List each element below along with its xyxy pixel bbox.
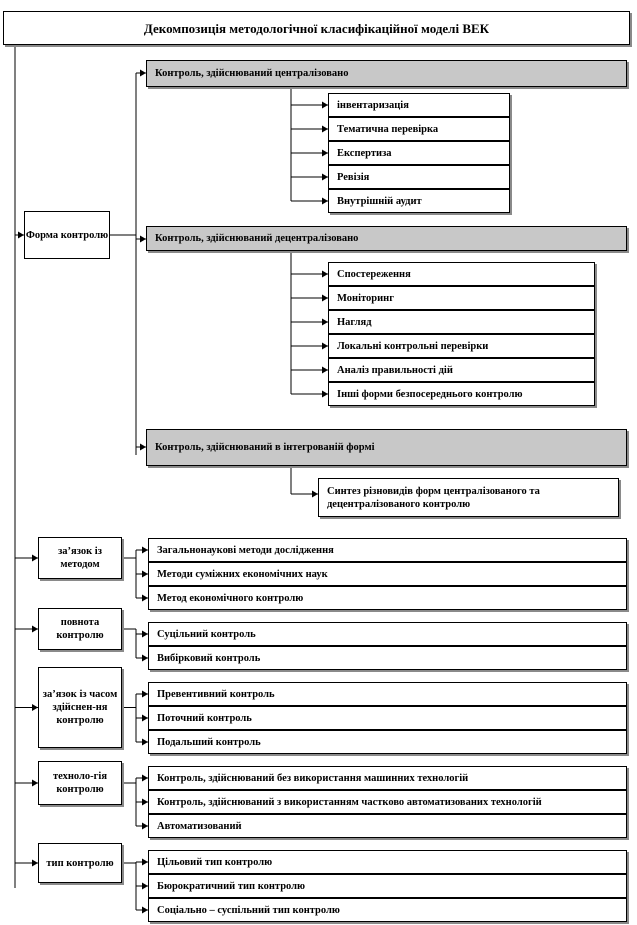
form-label-box: Форма контролю: [24, 211, 110, 259]
group-label-box: повнота контролю: [38, 608, 122, 650]
centralized-item: Експертиза: [328, 141, 510, 165]
centralized-control-box: Контроль, здійснюваний централізовано: [146, 60, 627, 87]
decentralized-item: Спостереження: [328, 262, 595, 286]
group-item: Контроль, здійснюваний без використання машинних технологій: [148, 766, 627, 790]
group-item: Загальнонаукові методи дослідження: [148, 538, 627, 562]
group-item: Подальший контроль: [148, 730, 627, 754]
decentralized-item: Локальні контрольні перевірки: [328, 334, 595, 358]
integrated-item: Синтез різновидів форм централізованого та децентралізованого контролю: [318, 478, 619, 517]
group-item: Цільовий тип контролю: [148, 850, 627, 874]
group-label-box: за’язок із методом: [38, 537, 122, 579]
decentralized-item: Нагляд: [328, 310, 595, 334]
group-item: Бюрократичний тип контролю: [148, 874, 627, 898]
group-item: Контроль, здійснюваний з використанням частково автоматизованих технологій: [148, 790, 627, 814]
group-label-box: тип контролю: [38, 843, 122, 883]
group-item: Метод економічного контролю: [148, 586, 627, 610]
group-item: Соціально – суспільний тип контролю: [148, 898, 627, 922]
decentralized-item: Моніторинг: [328, 286, 595, 310]
group-item: Методи суміжних економічних наук: [148, 562, 627, 586]
group-item: Превентивний контроль: [148, 682, 627, 706]
group-item: Вибірковий контроль: [148, 646, 627, 670]
group-label-box: за’язок із часом здійснен-ня контролю: [38, 667, 122, 748]
centralized-item: Тематична перевірка: [328, 117, 510, 141]
group-item: Автоматизований: [148, 814, 627, 838]
centralized-item: Внутрішній аудит: [328, 189, 510, 213]
centralized-item: Ревізія: [328, 165, 510, 189]
group-label-box: техноло-гія контролю: [38, 761, 122, 805]
integrated-control-box: Контроль, здійснюваний в інтегрованій формі: [146, 429, 627, 466]
decentralized-item: Аналіз правильності дій: [328, 358, 595, 382]
centralized-item: інвентаризація: [328, 93, 510, 117]
decentralized-item: Інші форми безпосереднього контролю: [328, 382, 595, 406]
group-item: Суцільний контроль: [148, 622, 627, 646]
decentralized-control-box: Контроль, здійснюваний децентралізовано: [146, 226, 627, 251]
group-item: Поточний контроль: [148, 706, 627, 730]
diagram-title: Декомпозиція методологічної класифікаційної моделі ВЕК: [3, 11, 630, 45]
